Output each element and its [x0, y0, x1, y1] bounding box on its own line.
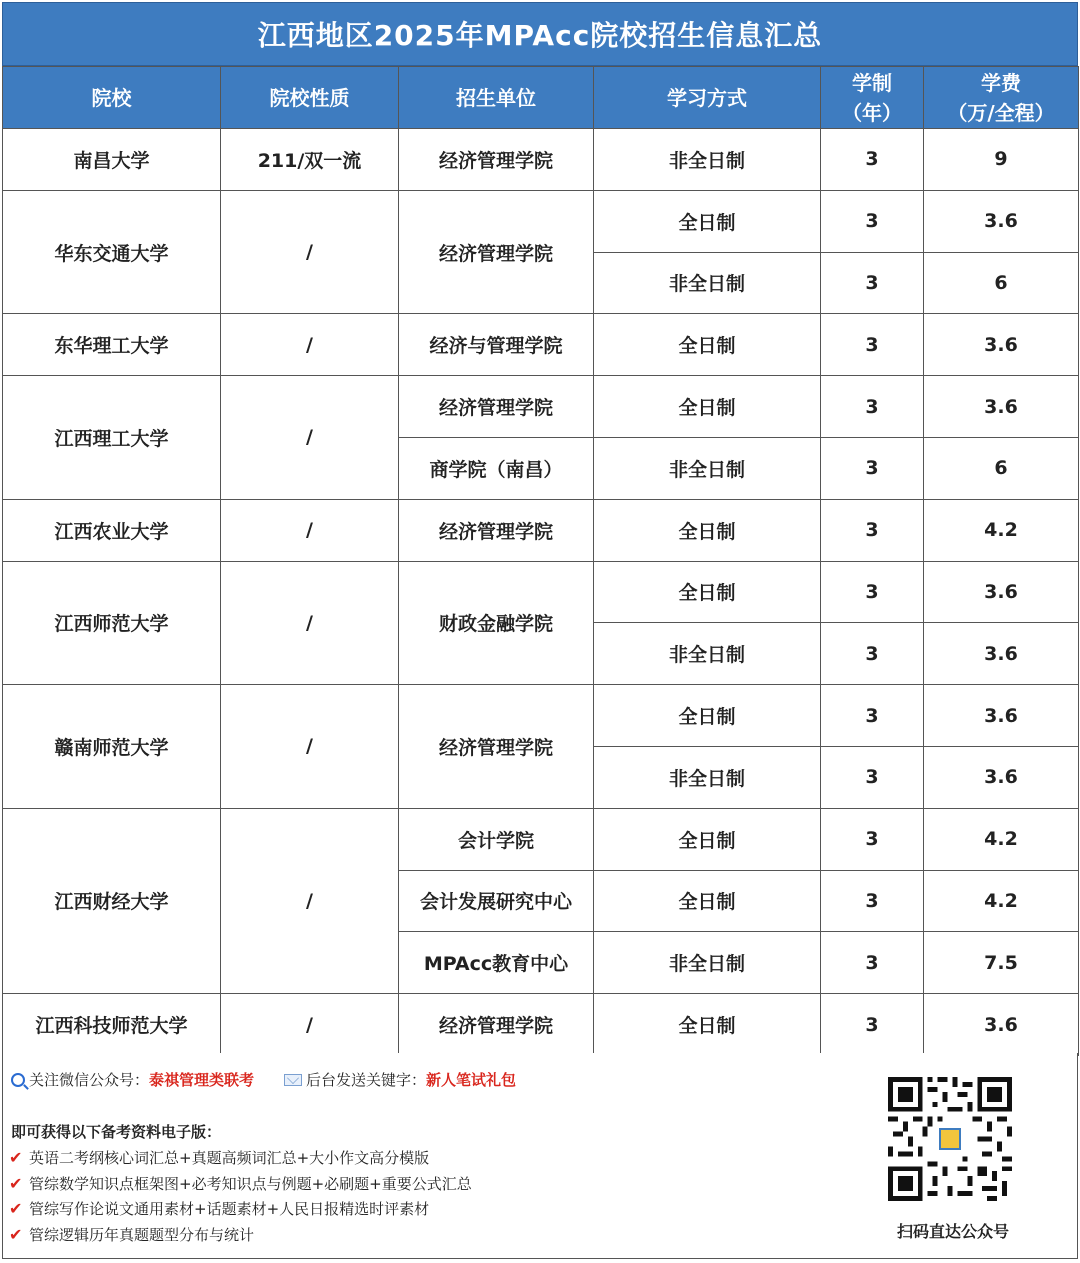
fee-cell: 6 — [924, 252, 1079, 314]
years-cell: 3 — [821, 314, 924, 376]
nature-cell: / — [221, 561, 399, 685]
mode-cell: 非全日制 — [594, 932, 821, 994]
school-cell: 江西农业大学 — [3, 499, 221, 561]
header-school: 院校 — [3, 67, 221, 129]
nature-cell: / — [221, 499, 399, 561]
mode-cell: 非全日制 — [594, 746, 821, 808]
table-row — [3, 994, 1079, 1056]
school-cell: 江西科技师范大学 — [3, 994, 221, 1056]
nature-cell: / — [221, 314, 399, 376]
school-cell: 赣南师范大学 — [3, 685, 221, 809]
mode-cell: 全日制 — [594, 808, 821, 870]
fee-cell: 3.6 — [924, 994, 1079, 1056]
mode-cell: 全日制 — [594, 376, 821, 438]
unit-cell: 经济管理学院 — [399, 129, 594, 191]
fee-cell: 3.6 — [924, 685, 1079, 747]
table-row — [3, 314, 1079, 376]
qr-caption: 扫码直达公众号 — [896, 1222, 1009, 1241]
fee-cell: 3.6 — [924, 376, 1079, 438]
fee-cell: 3.6 — [924, 623, 1079, 685]
fee-cell: 4.2 — [924, 808, 1079, 870]
list-item — [9, 1171, 472, 1197]
header-fee-line1: 学费 — [981, 70, 1021, 95]
fee-cell: 4.2 — [924, 870, 1079, 932]
available-text: 即可获得以下备考资料电子版： — [11, 1123, 222, 1141]
list-item-label: 管综写作论说文通用素材+话题素材+人民日报精选时评素材 — [29, 1200, 430, 1219]
list-item — [9, 1196, 472, 1222]
years-cell: 3 — [821, 623, 924, 685]
envelope-icon — [284, 1074, 302, 1086]
list-item-label: 英语二考纲核心词汇总+真题高频词汇总+大小作文高分模版 — [29, 1149, 430, 1168]
table-header-row — [3, 67, 1079, 129]
nature-cell: / — [221, 190, 399, 314]
mode-cell: 全日制 — [594, 499, 821, 561]
header-fee — [924, 67, 1079, 129]
list-item — [9, 1222, 472, 1248]
unit-cell: 财政金融学院 — [399, 561, 594, 685]
search-icon — [11, 1073, 25, 1087]
fee-cell: 4.2 — [924, 499, 1079, 561]
mode-cell: 全日制 — [594, 994, 821, 1056]
mode-cell: 全日制 — [594, 685, 821, 747]
unit-cell: 会计发展研究中心 — [399, 870, 594, 932]
mode-cell: 全日制 — [594, 190, 821, 252]
header-fee-line2: （万/全程） — [947, 100, 1055, 125]
fee-cell: 3.6 — [924, 314, 1079, 376]
mode-cell: 全日制 — [594, 561, 821, 623]
fee-cell: 7.5 — [924, 932, 1079, 994]
unit-cell: 经济管理学院 — [399, 376, 594, 438]
unit-cell: 经济管理学院 — [399, 685, 594, 809]
nature-cell: / — [221, 376, 399, 500]
unit-cell: 经济管理学院 — [399, 499, 594, 561]
years-cell: 3 — [821, 190, 924, 252]
mode-cell: 全日制 — [594, 870, 821, 932]
nature-cell: / — [221, 994, 399, 1056]
unit-cell: 经济管理学院 — [399, 190, 594, 314]
years-cell: 3 — [821, 376, 924, 438]
list-item — [9, 1145, 472, 1171]
table-row — [3, 499, 1079, 561]
resource-list — [9, 1145, 472, 1247]
years-cell: 3 — [821, 932, 924, 994]
follow-label: 关注微信公众号： — [29, 1071, 150, 1089]
mode-cell: 全日制 — [594, 314, 821, 376]
school-cell: 江西财经大学 — [3, 808, 221, 993]
school-cell: 南昌大学 — [3, 129, 221, 191]
header-years — [821, 67, 924, 129]
years-cell: 3 — [821, 252, 924, 314]
school-cell: 华东交通大学 — [3, 190, 221, 314]
table-row — [3, 808, 1079, 870]
admission-table — [2, 66, 1079, 1056]
table-row — [3, 685, 1079, 747]
years-cell: 3 — [821, 561, 924, 623]
promo-line — [11, 1069, 516, 1090]
unit-cell: 经济管理学院 — [399, 994, 594, 1056]
check-icon: ✔ — [9, 1173, 23, 1193]
header-unit: 招生单位 — [399, 67, 594, 129]
header-years-line1: 学制 — [852, 70, 892, 95]
check-icon: ✔ — [9, 1224, 23, 1244]
mode-cell: 非全日制 — [594, 129, 821, 191]
list-item-label: 管综数学知识点框架图+必考知识点与例题+必刷题+重要公式汇总 — [29, 1174, 472, 1193]
keyword: 新人笔试礼包 — [426, 1071, 517, 1089]
unit-cell: 商学院（南昌） — [399, 437, 594, 499]
school-cell: 东华理工大学 — [3, 314, 221, 376]
send-label: 后台发送关键字： — [306, 1071, 427, 1089]
header-years-line2: （年） — [842, 100, 902, 125]
table-row — [3, 129, 1079, 191]
fee-cell: 9 — [924, 129, 1079, 191]
table-row — [3, 190, 1079, 252]
fee-cell: 3.6 — [924, 190, 1079, 252]
school-cell: 江西理工大学 — [3, 376, 221, 500]
years-cell: 3 — [821, 437, 924, 499]
years-cell: 3 — [821, 870, 924, 932]
list-item-label: 管综逻辑历年真题题型分布与统计 — [29, 1225, 255, 1244]
unit-cell: 经济与管理学院 — [399, 314, 594, 376]
years-cell: 3 — [821, 994, 924, 1056]
table-row — [3, 561, 1079, 623]
years-cell: 3 — [821, 685, 924, 747]
unit-cell: MPAcc教育中心 — [399, 932, 594, 994]
fee-cell: 3.6 — [924, 746, 1079, 808]
mode-cell: 非全日制 — [594, 252, 821, 314]
account-name[interactable]: 泰祺管理类联考 — [149, 1071, 255, 1089]
nature-cell: / — [221, 685, 399, 809]
check-icon: ✔ — [9, 1148, 23, 1168]
fee-cell: 3.6 — [924, 561, 1079, 623]
header-nature: 院校性质 — [221, 67, 399, 129]
years-cell: 3 — [821, 746, 924, 808]
promo-footer — [2, 1053, 1078, 1259]
check-icon: ✔ — [9, 1199, 23, 1219]
years-cell: 3 — [821, 129, 924, 191]
school-cell: 江西师范大学 — [3, 561, 221, 685]
unit-cell: 会计学院 — [399, 808, 594, 870]
mode-cell: 非全日制 — [594, 623, 821, 685]
page-title: 江西地区2025年MPAcc院校招生信息汇总 — [2, 2, 1078, 66]
qr-code-icon[interactable] — [888, 1077, 1012, 1201]
nature-cell: 211/双一流 — [221, 129, 399, 191]
mode-cell: 非全日制 — [594, 437, 821, 499]
fee-cell: 6 — [924, 437, 1079, 499]
nature-cell: / — [221, 808, 399, 993]
years-cell: 3 — [821, 808, 924, 870]
table-row — [3, 376, 1079, 438]
years-cell: 3 — [821, 499, 924, 561]
header-mode: 学习方式 — [594, 67, 821, 129]
